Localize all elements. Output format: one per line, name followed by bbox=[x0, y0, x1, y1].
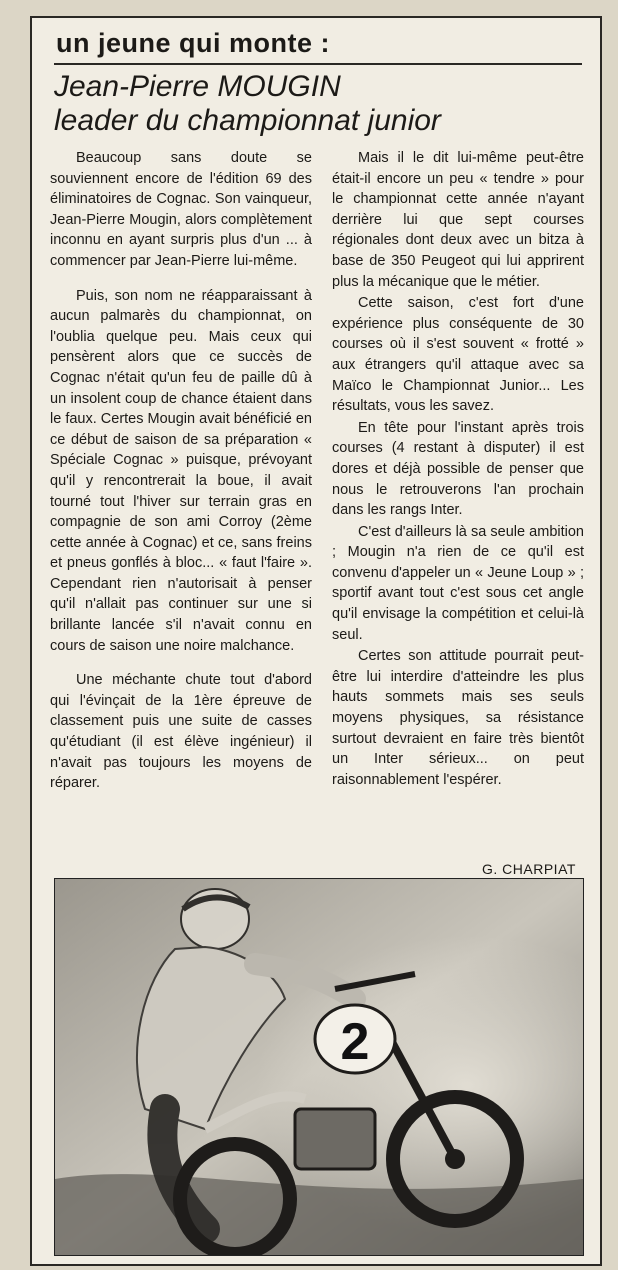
paragraph: Beaucoup sans doute se souviennent encore de l'édition 69 des éliminatoires de Cognac. Son vainqueur, Jean-Pierre Mougin, alors complètement inconnu en ayant surpris plus d'un ... à commencer par Jean-Pierre lui-même. bbox=[50, 150, 312, 269]
left-column bbox=[50, 148, 312, 808]
paragraph: Certes son attitude pourrait peut-être lui interdire d'atteindre les plus hauts sommets mais ses seuls moyens physiques, sa résistance surtout devraient en faire très bientôt un Inter sérieux... on peut raisonnablement l'espérer. bbox=[332, 648, 584, 788]
paragraph: C'est d'ailleurs là sa seule ambition ; Mougin n'a rien de ce qu'il est convenu d'appeler un « Jeune Loup » ; sportif avant tout c'est sous cet angle qu'il envisage la compétition et celui-là seul. bbox=[332, 523, 584, 643]
author-signature: G. CHARPIAT bbox=[482, 861, 576, 877]
motocross-photo bbox=[54, 878, 584, 1256]
paragraph: Cette saison, c'est fort d'une expérience plus conséquente de 30 courses où il s'est souvent « frotté » aux étrangers qu'il attaque avec sa Maïco le Championnat Junior... Les résultats, vous les savez. bbox=[332, 295, 584, 415]
engine bbox=[295, 1109, 375, 1169]
number-plate-label: 2 bbox=[340, 1013, 370, 1071]
headline bbox=[54, 70, 594, 138]
headline-line-1: Jean-Pierre MOUGIN bbox=[54, 70, 341, 103]
kicker-title: un jeune qui monte : bbox=[56, 28, 330, 58]
title-rule bbox=[54, 63, 582, 65]
paragraph: En tête pour l'instant après trois courses (4 restant à disputer) il est dores et déjà possible de penser que nous le retrouverons l'an prochain dans les rangs Inter. bbox=[332, 419, 584, 519]
headline-line-2: leader du championnat junior bbox=[54, 104, 441, 137]
paragraph: Mais il le dit lui-même peut-être était-il encore un peu « tendre » pour le championnat cette année n'ayant derrière lui que sept courses régionales dont deux avec un bitza à base de 350 Peugeot qui lui apprirent plus la mécanique que le métier. bbox=[332, 150, 584, 290]
paragraph: Puis, son nom ne réapparaissant à aucun palmarès du championnat, on l'oublia quelque peu. Mais ceux qui pensèrent alors que ce succès de Cognac n'était qu'un feu de paille dû à un insolent coup de chance étaient dans le faux. Certes Mougin avait bénéficié en ce début de saison de sa préparation « Spéciale Cognac » puisque, prévoyant qu'il y rencontrerait la boue, il avait tourné tout l'hiver sur terrain gras en compagnie de son ami Corroy (2ème cette année à Cognac) et ce, sans freins et pneus gonflés à bloc... « faut l'faire ». Cependant rien n'autorisait à penser qu'il n'allait pas continuer sur une si brillante lancée s'il n'avait connu en cours de saison une noire malchance. bbox=[50, 287, 312, 654]
right-column bbox=[332, 148, 584, 791]
article-clipping bbox=[30, 16, 602, 1266]
paragraph: Une méchante chute tout d'abord qui l'évinçait de la 1ère épreuve de classement puis une suite de casses qu'étudiant (il est élève ingénieur) il n'avait pas toujours les moyens de réparer. bbox=[50, 672, 312, 792]
